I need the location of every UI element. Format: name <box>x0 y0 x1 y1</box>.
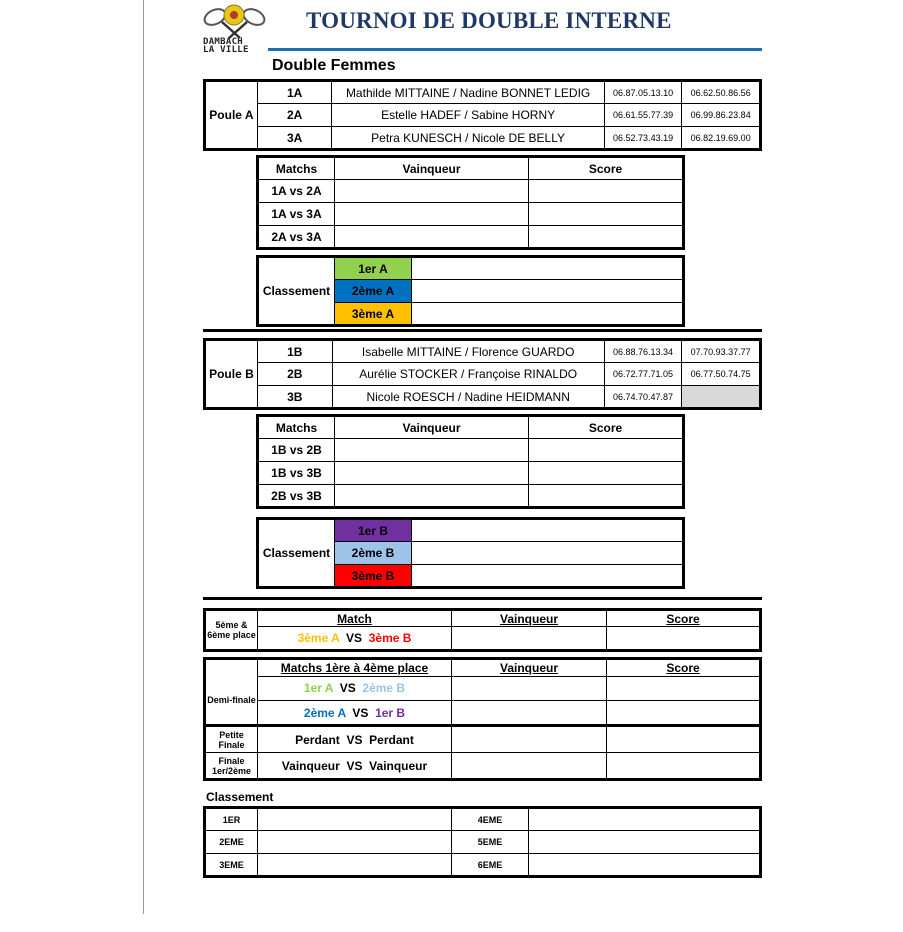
winner-cell[interactable] <box>452 726 607 753</box>
match-label: 1B vs 3B <box>258 462 335 485</box>
team-code: 2B <box>257 363 332 386</box>
rank-cell[interactable] <box>258 808 452 831</box>
label-line: 1er/2ème <box>211 765 252 776</box>
petite-finale-label <box>205 726 258 753</box>
team-2b: 2ème B <box>362 681 406 696</box>
rank-label: 2EME <box>205 831 258 854</box>
team-names: Estelle HADEF / Sabine HORNY <box>332 104 604 127</box>
match-pairing <box>258 753 452 780</box>
winner-cell[interactable] <box>452 753 607 780</box>
winner-cell[interactable] <box>452 701 607 726</box>
score-cell[interactable] <box>607 701 761 726</box>
rank-label: 3EME <box>205 854 258 877</box>
poule-a-teams <box>203 79 762 151</box>
rank-2a: 2ème A <box>335 280 412 303</box>
score-cell[interactable] <box>607 753 761 780</box>
vs-text: VS <box>346 631 363 646</box>
team-phone: 06.88.76.13.34 <box>604 340 682 363</box>
rank-cell[interactable] <box>529 831 761 854</box>
team-1a: 1er A <box>303 681 334 696</box>
vs-text: VS <box>346 732 363 747</box>
winner-cell[interactable] <box>452 627 607 651</box>
rank-label: 6EME <box>452 854 529 877</box>
page-title: TOURNOI DE DOUBLE INTERNE <box>306 8 672 33</box>
rank-cell[interactable] <box>412 519 684 542</box>
team-code: 3A <box>257 127 332 150</box>
label-line: Finale <box>218 755 245 766</box>
rank-cell[interactable] <box>412 303 684 326</box>
place-5-6-label <box>205 610 258 651</box>
rank-label: 1ER <box>205 808 258 831</box>
score-cell[interactable] <box>607 676 761 701</box>
match-pairing <box>258 676 452 701</box>
section-divider <box>203 597 762 600</box>
team-phone: 06.87.05.13.10 <box>604 81 682 104</box>
team-names: Mathilde MITTAINE / Nadine BONNET LEDIG <box>332 81 604 104</box>
team-phone: 06.52.73.43.19 <box>604 127 682 150</box>
col-match: Matchs 1ère à 4ème place <box>258 659 452 677</box>
place-5-6-table <box>203 608 762 652</box>
winner-cell[interactable] <box>452 676 607 701</box>
score-cell[interactable] <box>529 180 684 203</box>
team-2a: 2ème A <box>303 705 346 720</box>
page-edge-line <box>143 0 144 914</box>
score-cell[interactable] <box>529 462 684 485</box>
vs-text: VS <box>339 681 356 696</box>
rank-3a: 3ème A <box>335 303 412 326</box>
winner-cell[interactable] <box>335 180 529 203</box>
winner-cell[interactable] <box>335 439 529 462</box>
col-vainqueur: Vainqueur <box>452 610 607 627</box>
logo-line1: DAMBACH <box>203 37 244 47</box>
poule-a-label: Poule A <box>205 81 258 150</box>
rank-cell[interactable] <box>258 831 452 854</box>
team-3b: 3ème B <box>368 631 412 646</box>
team-vainqueur: Vainqueur <box>281 758 340 773</box>
winner-cell[interactable] <box>335 462 529 485</box>
page-subtitle: Double Femmes <box>272 57 396 74</box>
blank-cell <box>205 659 258 677</box>
match-label: 1A vs 2A <box>258 180 335 203</box>
rank-1b: 1er B <box>335 519 412 542</box>
team-1b: 1er B <box>375 705 406 720</box>
team-phone: 06.77.50.74.75 <box>682 363 761 386</box>
rank-3b: 3ème B <box>335 565 412 588</box>
rank-cell[interactable] <box>258 854 452 877</box>
final-ranking-title: Classement <box>206 790 274 804</box>
team-code: 3B <box>257 386 332 409</box>
team-perdant: Perdant <box>295 732 340 747</box>
team-3a: 3ème A <box>297 631 340 646</box>
team-vainqueur: Vainqueur <box>369 758 428 773</box>
vs-text: VS <box>352 705 369 720</box>
col-score: Score <box>529 157 684 180</box>
rank-label: 5EME <box>452 831 529 854</box>
finals-table <box>203 657 762 781</box>
col-vainqueur: Vainqueur <box>335 416 529 439</box>
rank-cell[interactable] <box>412 257 684 280</box>
col-match: Match <box>258 610 452 627</box>
team-names: Nicole ROESCH / Nadine HEIDMANN <box>332 386 604 409</box>
match-label: 2B vs 3B <box>258 485 335 508</box>
logo-text <box>203 38 249 54</box>
team-phone: 07.70.93.37.77 <box>682 340 761 363</box>
score-cell[interactable] <box>607 627 761 651</box>
poule-a-matches <box>256 155 685 250</box>
poule-b-ranking <box>256 517 685 589</box>
col-matchs: Matchs <box>258 157 335 180</box>
team-code: 1A <box>257 81 332 104</box>
rank-cell[interactable] <box>412 280 684 303</box>
team-phone: 06.82.19.69.00 <box>682 127 761 150</box>
col-matchs: Matchs <box>258 416 335 439</box>
poule-b-teams <box>203 338 762 410</box>
finale-label <box>205 753 258 780</box>
col-score: Score <box>607 610 761 627</box>
match-label: 1B vs 2B <box>258 439 335 462</box>
score-cell[interactable] <box>607 726 761 753</box>
rank-cell[interactable] <box>412 542 684 565</box>
rank-label: 4EME <box>452 808 529 831</box>
rank-1a: 1er A <box>335 257 412 280</box>
team-perdant: Perdant <box>369 732 414 747</box>
label-line: 5ème & <box>215 620 248 630</box>
winner-cell[interactable] <box>335 226 529 249</box>
demi-finale-label: Demi-finale <box>205 676 258 726</box>
match-label: 2A vs 3A <box>258 226 335 249</box>
team-phone: 06.72.77.71.05 <box>604 363 682 386</box>
col-score: Score <box>607 659 761 677</box>
rank-2b: 2ème B <box>335 542 412 565</box>
rank-cell[interactable] <box>412 565 684 588</box>
winner-cell[interactable] <box>335 203 529 226</box>
team-names: Petra KUNESCH / Nicole DE BELLY <box>332 127 604 150</box>
final-ranking-table <box>203 806 762 878</box>
score-cell[interactable] <box>529 439 684 462</box>
match-pairing <box>258 627 452 651</box>
title-rule <box>268 48 762 51</box>
team-code: 1B <box>257 340 332 363</box>
label-line: Finale <box>218 739 245 750</box>
vs-text: VS <box>346 758 363 773</box>
winner-cell[interactable] <box>335 485 529 508</box>
classement-label: Classement <box>258 257 335 326</box>
col-score: Score <box>529 416 684 439</box>
poule-a-ranking <box>256 255 685 327</box>
poule-b-matches <box>256 414 685 509</box>
score-cell[interactable] <box>529 226 684 249</box>
score-cell[interactable] <box>529 203 684 226</box>
match-pairing <box>258 726 452 753</box>
logo-line2: LA VILLE <box>203 45 249 55</box>
team-phone <box>682 386 761 409</box>
section-divider <box>203 329 762 332</box>
team-phone: 06.99.86.23.84 <box>682 104 761 127</box>
team-names: Aurélie STOCKER / Françoise RINALDO <box>332 363 604 386</box>
label-line: Petite <box>219 729 244 740</box>
col-vainqueur: Vainqueur <box>452 659 607 677</box>
score-cell[interactable] <box>529 485 684 508</box>
team-phone: 06.74.70.47.87 <box>604 386 682 409</box>
col-vainqueur: Vainqueur <box>335 157 529 180</box>
rank-cell[interactable] <box>529 808 761 831</box>
team-phone: 06.62.50.86.56 <box>682 81 761 104</box>
label-line: 6ème place <box>207 630 256 640</box>
match-label: 1A vs 3A <box>258 203 335 226</box>
match-pairing <box>258 701 452 726</box>
rank-cell[interactable] <box>529 854 761 877</box>
classement-label: Classement <box>258 519 335 588</box>
team-code: 2A <box>257 104 332 127</box>
team-names: Isabelle MITTAINE / Florence GUARDO <box>332 340 604 363</box>
team-phone: 06.61.55.77.39 <box>604 104 682 127</box>
poule-b-label: Poule B <box>205 340 258 409</box>
